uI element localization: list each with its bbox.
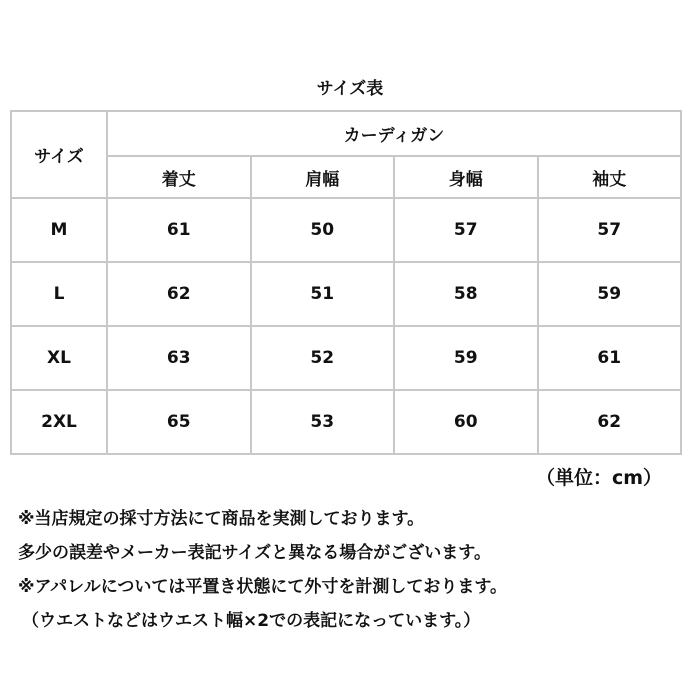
- size-label: XL: [11, 326, 107, 390]
- table-row: [11, 198, 681, 262]
- size-label: L: [11, 262, 107, 326]
- note-line: ※アパレルについては平置き状態にて外寸を計測しております。: [18, 577, 508, 597]
- table-cell: 62: [107, 262, 251, 326]
- table-cell: 53: [251, 390, 395, 454]
- size-label: M: [11, 198, 107, 262]
- size-table: [10, 110, 682, 455]
- table-subheader-row: [11, 156, 681, 198]
- table-cell: 59: [394, 326, 538, 390]
- table-cell: 63: [107, 326, 251, 390]
- column-header-sleeve: 袖丈: [538, 156, 682, 198]
- table-cell: 50: [251, 198, 395, 262]
- table-cell: 61: [107, 198, 251, 262]
- notes-block: [18, 502, 688, 638]
- table-header-row: [11, 111, 681, 156]
- table-cell: 61: [538, 326, 682, 390]
- size-label: 2XL: [11, 390, 107, 454]
- table-cell: 60: [394, 390, 538, 454]
- table-cell: 57: [538, 198, 682, 262]
- table-row: [11, 390, 681, 454]
- table-cell: 57: [394, 198, 538, 262]
- table-row: [11, 262, 681, 326]
- note-line: （ウエストなどはウエスト幅×2での表記になっています。）: [22, 611, 481, 631]
- table-cell: 65: [107, 390, 251, 454]
- size-column-header: サイズ: [11, 111, 107, 198]
- table-cell: 58: [394, 262, 538, 326]
- note-line: ※当店規定の採寸方法にて商品を実測しております。: [18, 509, 425, 529]
- table-row: [11, 326, 681, 390]
- note-line: 多少の誤差やメーカー表記サイズと異なる場合がございます。: [18, 543, 491, 563]
- column-header-length: 着丈: [107, 156, 251, 198]
- table-cell: 52: [251, 326, 395, 390]
- product-group-header: カーディガン: [107, 111, 681, 156]
- column-header-width: 身幅: [394, 156, 538, 198]
- table-cell: 62: [538, 390, 682, 454]
- page-title: サイズ表: [316, 79, 384, 99]
- unit-note: （単位：cm）: [535, 467, 662, 489]
- table-cell: 59: [538, 262, 682, 326]
- column-header-shoulder: 肩幅: [251, 156, 395, 198]
- table-cell: 51: [251, 262, 395, 326]
